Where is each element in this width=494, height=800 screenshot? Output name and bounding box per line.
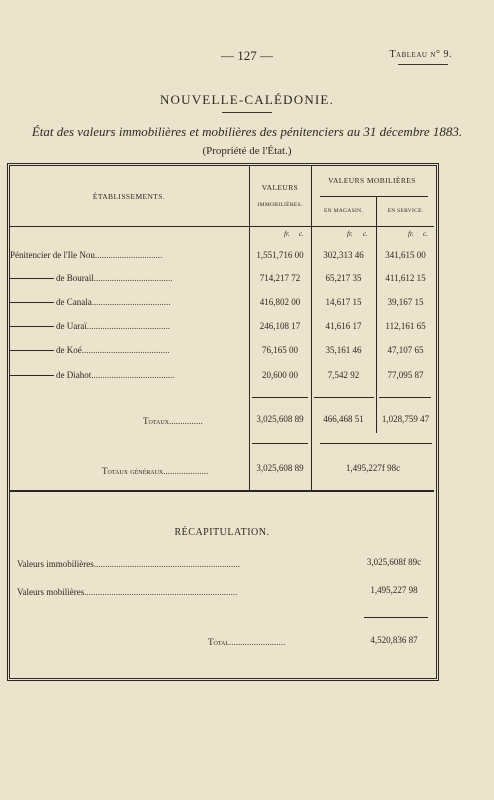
- title-rule: [222, 112, 272, 113]
- table-cell-service: 341,615 00: [385, 250, 426, 260]
- totaux-immobilier: 3,025,608 89: [256, 414, 304, 424]
- table-reference-rule: [398, 64, 448, 65]
- table-row-label: de Uaraï.....................................: [10, 321, 170, 331]
- total-rule-3: [379, 397, 431, 398]
- table-cell-immobilier: 714,217 72: [259, 273, 301, 283]
- table-cell-magasin: 41,616 17: [325, 321, 362, 331]
- recap-total-label: Total.........................: [208, 637, 286, 647]
- table-cell-service: 47,107 65: [387, 345, 424, 355]
- subheader-rule: [320, 196, 428, 197]
- table-row-label: Pénitencier de l'Ile Nou..............................: [10, 250, 163, 260]
- col-divider-3: [376, 197, 377, 433]
- recap-immobilieres-value: 3,025,608f 89c: [366, 557, 422, 567]
- table-cell-immobilier: 416,802 00: [259, 297, 301, 307]
- header-etablissements: ÉTABLISSEMENTS.: [92, 192, 166, 201]
- table-row-label: de Bourail...................................: [10, 273, 173, 283]
- grand-total-rule-1: [252, 443, 308, 444]
- recap-total-rule: [364, 617, 428, 618]
- unit-fr-3: fr.: [408, 230, 414, 238]
- grand-total-rule-2: [320, 443, 432, 444]
- recap-immobilieres-label: Valeurs immobilières.................................................................: [17, 559, 240, 569]
- totaux-generaux-mobilier: 1,495,227f 98c: [345, 463, 401, 473]
- table-cell-immobilier: 1,551,716 00: [256, 250, 304, 260]
- page-number: — 127 —: [221, 48, 273, 63]
- recap-title: RÉCAPITULATION.: [174, 527, 270, 538]
- header-valeurs-mobilieres: VALEURS MOBILIÈRES: [328, 176, 416, 185]
- table-cell-service: 112,161 65: [385, 321, 426, 331]
- totaux-generaux-immobilier: 3,025,608 89: [256, 463, 304, 473]
- table-cell-immobilier: 76,165 00: [262, 345, 298, 355]
- recap-mobilieres-value: 1,495,227 98: [370, 585, 418, 595]
- unit-c-1: c.: [299, 230, 304, 238]
- recap-mobilieres-label: Valeurs mobilières....................................................................: [17, 587, 238, 597]
- page-title: NOUVELLE-CALÉDONIE.: [159, 92, 335, 107]
- unit-c-2: c.: [363, 230, 368, 238]
- table-cell-service: 77,095 87: [387, 370, 424, 380]
- table-cell-service: 411,612 15: [385, 273, 426, 283]
- header-en-magasin: EN MAGASIN.: [323, 208, 364, 214]
- table-cell-magasin: 65,217 35: [325, 273, 362, 283]
- recap-rule: [10, 490, 434, 492]
- totaux-magasin: 466,468 51: [323, 414, 364, 424]
- total-rule-1: [252, 397, 308, 398]
- totaux-service: 1,028,759 47: [381, 414, 430, 424]
- table-cell-magasin: 302,313 46: [323, 250, 364, 260]
- header-en-service: EN SERVICE.: [387, 208, 424, 214]
- totaux-label: Totaux...............: [143, 416, 203, 426]
- header-rule: [10, 226, 434, 227]
- table-cell-immobilier: 20,600 00: [262, 370, 298, 380]
- table-cell-magasin: 14,617 15: [325, 297, 362, 307]
- table-cell-immobilier: 246,108 17: [259, 321, 301, 331]
- header-valeurs: VALEURS: [261, 183, 299, 192]
- table-row-label: de Canala...................................: [10, 297, 170, 307]
- header-immobilieres: IMMOBILIÈRES.: [257, 202, 303, 208]
- table-cell-service: 39,167 15: [387, 297, 424, 307]
- table-subtitle: État des valeurs immobilières et mobilières des pénitenciers au 31 décembre 1883.: [31, 124, 463, 139]
- unit-fr-2: fr.: [347, 230, 353, 238]
- table-reference: Tableau n° 9.: [389, 49, 452, 60]
- table-cell-magasin: 35,161 46: [325, 345, 362, 355]
- table-row-label: de Diahot.....................................: [10, 370, 175, 380]
- table-subtitle-note: (Propriété de l'État.): [202, 145, 292, 157]
- table-cell-magasin: 7,542 92: [327, 370, 360, 380]
- unit-c-3: c.: [423, 230, 428, 238]
- table-row-label: de Koé.......................................: [10, 345, 170, 355]
- recap-total-value: 4,520,836 87: [370, 635, 418, 645]
- unit-fr-1: fr.: [284, 230, 290, 238]
- total-rule-2: [314, 397, 374, 398]
- totaux-generaux-label: Totaux généraux....................: [102, 466, 209, 476]
